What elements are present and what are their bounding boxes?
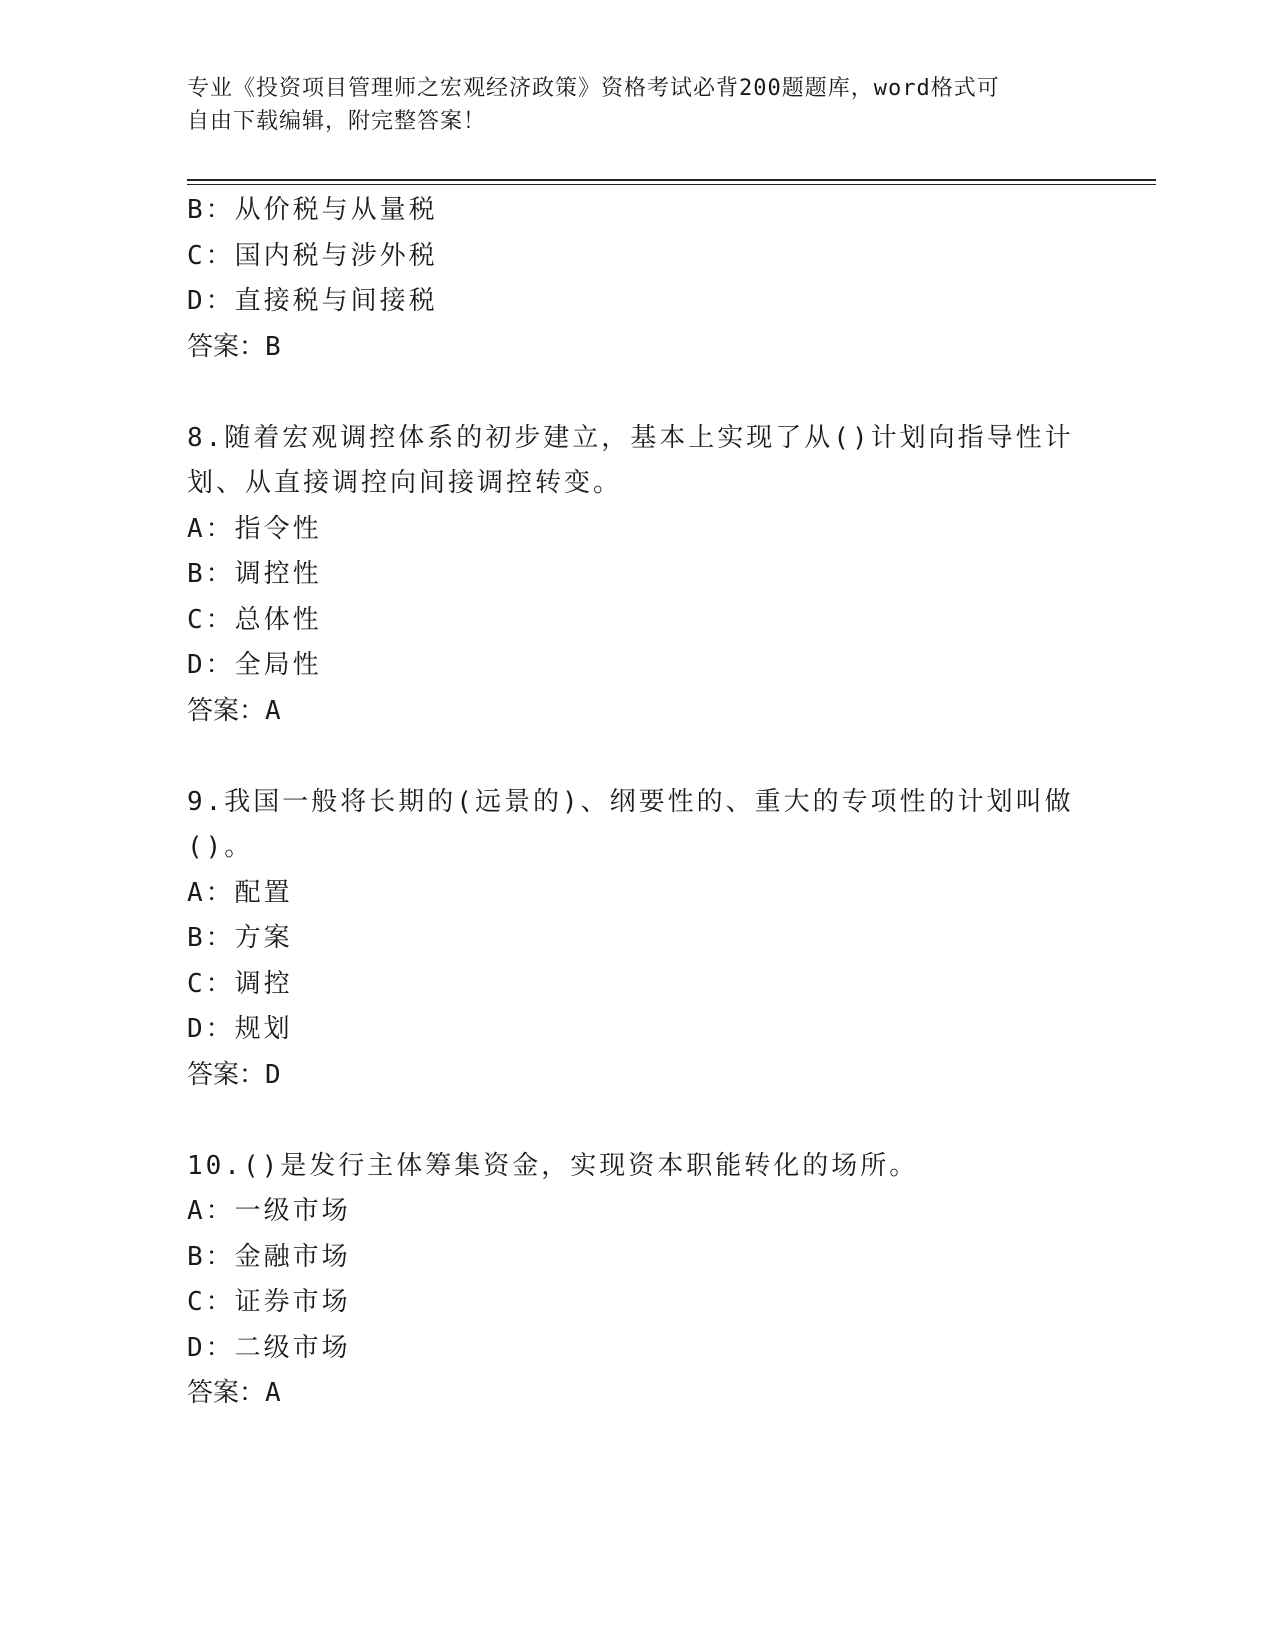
answer-value: A [265, 695, 281, 726]
option-b: B：金融市场 [187, 1241, 351, 1272]
question-9 [187, 780, 1074, 1099]
option-b: B：调控性 [187, 559, 322, 589]
answer-label: 答案： [187, 331, 266, 362]
question-stem-line-1: 8.随着宏观调控体系的初步建立，基本上实现了从()计划向指导性计 [187, 422, 1074, 453]
option-b: B：从价税与从量税 [187, 195, 438, 225]
header-title-line-1: 专业《投资项目管理师之宏观经济政策》资格考试必背200题题库，word格式可 [187, 76, 1000, 101]
question-7-continuation [187, 188, 1067, 370]
question-stem-line-2: ()。 [187, 832, 254, 862]
option-a: A：指令性 [187, 513, 322, 544]
option-d: D：直接税与间接税 [187, 286, 438, 316]
option-a: A：一级市场 [187, 1196, 351, 1226]
header-rule-thick [187, 179, 1156, 181]
answer-value: A [265, 1378, 281, 1408]
option-b: B：方案 [187, 923, 293, 953]
document-header [187, 72, 1067, 138]
answer-label: 答案： [187, 695, 266, 726]
option-d: D：全局性 [187, 650, 322, 680]
header-rule-thin [187, 184, 1156, 185]
answer-value: B [265, 331, 281, 362]
option-c: C：国内税与涉外税 [187, 240, 438, 271]
option-c: C：总体性 [187, 604, 322, 635]
option-a: A：配置 [187, 877, 293, 908]
answer-line [187, 1371, 1067, 1417]
answer-line [187, 1053, 1067, 1099]
option-c: C：证券市场 [187, 1287, 351, 1317]
question-stem-line-1: 9.我国一般将长期的(远景的)、纲要性的、重大的专项性的计划叫做 [187, 786, 1074, 817]
answer-line [187, 689, 1067, 735]
option-d: D：二级市场 [187, 1332, 351, 1363]
spacer [187, 734, 1067, 780]
option-d: D：规划 [187, 1014, 293, 1044]
answer-label: 答案： [187, 1059, 266, 1090]
option-c: C：调控 [187, 968, 293, 999]
answer-label: 答案： [187, 1378, 266, 1408]
answer-line [187, 325, 1067, 371]
spacer [187, 1098, 1067, 1144]
question-stem-line-2: 划、从直接调控向间接调控转变。 [187, 468, 623, 498]
answer-value: D [265, 1059, 281, 1090]
header-title-line-2: 自由下载编辑，附完整答案！ [187, 109, 487, 134]
question-10 [187, 1144, 1067, 1417]
question-8 [187, 416, 1074, 735]
question-list [187, 188, 1074, 1417]
spacer [187, 370, 1067, 416]
question-stem-line-1: 10.()是发行主体筹集资金，实现资本职能转化的场所。 [187, 1150, 919, 1181]
